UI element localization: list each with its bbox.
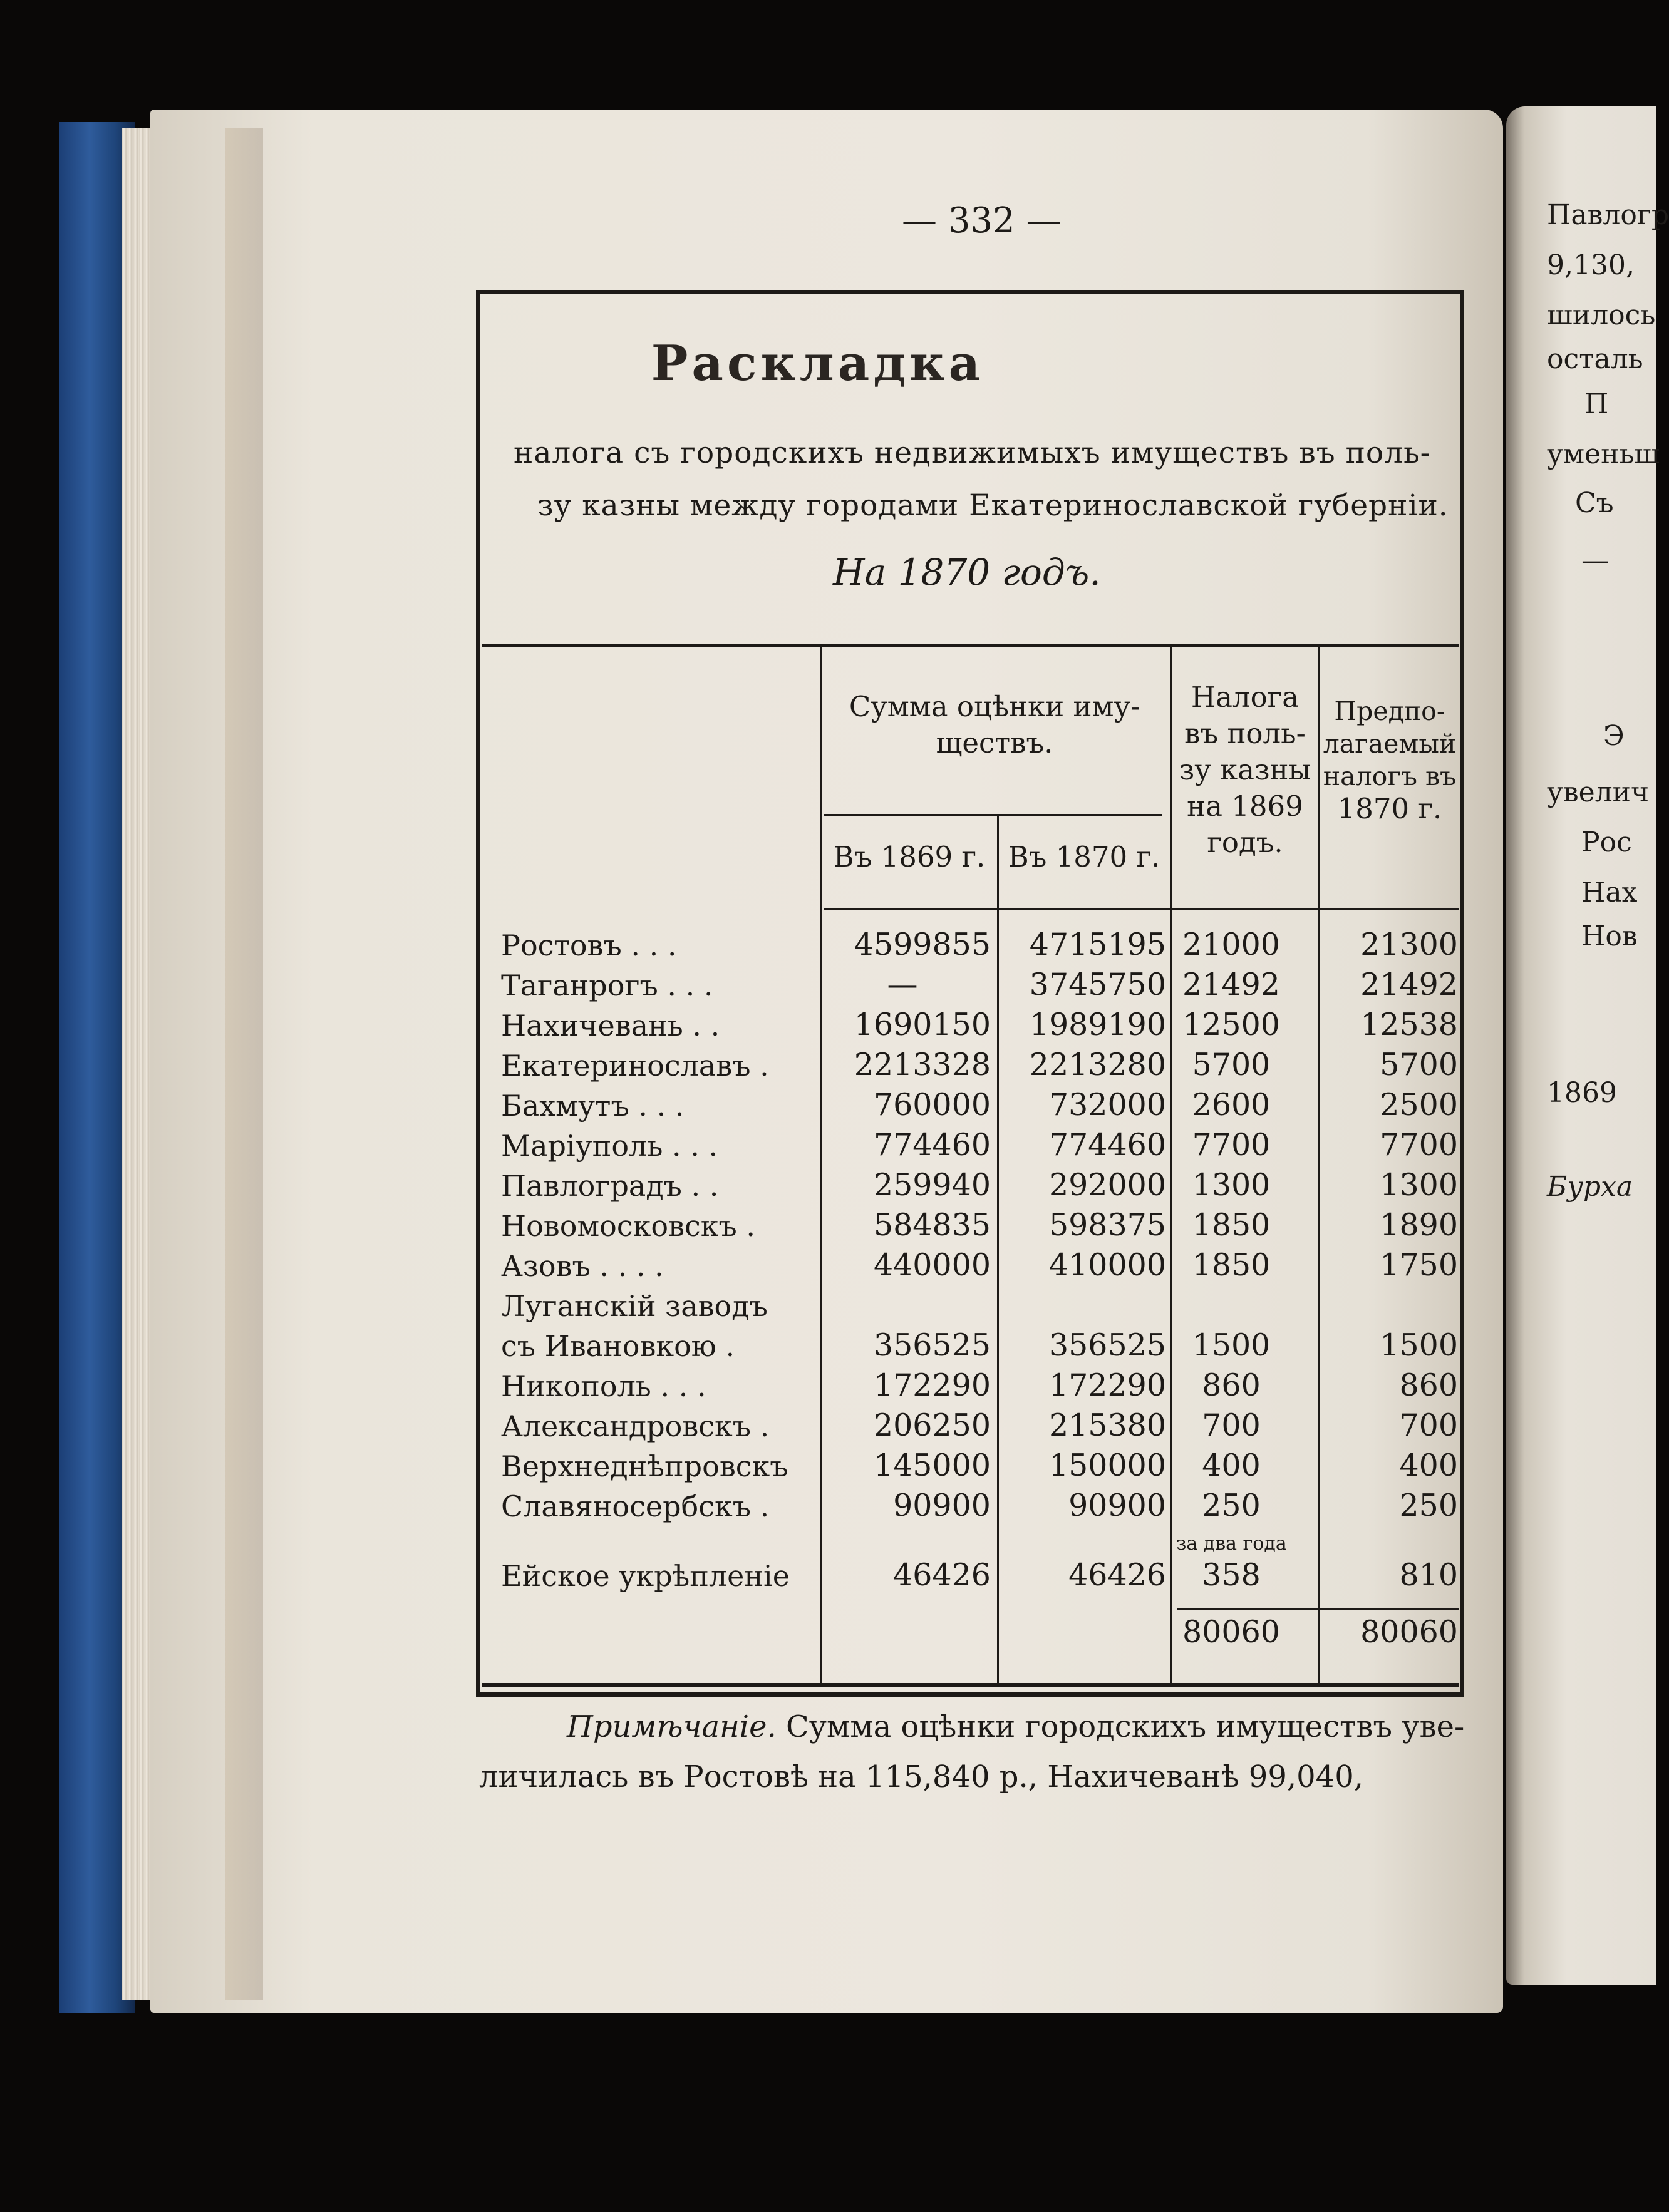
tax-1869: 21492	[1182, 967, 1280, 1002]
value-1869: 145000	[873, 1448, 991, 1483]
city-name: Луганскій заводъ	[501, 1289, 768, 1323]
value-1870: 215380	[1048, 1407, 1166, 1443]
tax-1870: 1890	[1380, 1207, 1458, 1243]
right-page-text: —	[1581, 545, 1609, 577]
tax-1870: 7700	[1380, 1127, 1458, 1163]
value-1869: 46426	[893, 1557, 991, 1593]
city-name: Бахмутъ . . .	[501, 1089, 685, 1123]
header-line: налогъ въ	[1323, 761, 1457, 791]
tax-1870: 2500	[1380, 1087, 1458, 1123]
table-year: На 1870 годъ.	[833, 551, 1101, 594]
table-bottom-rule	[482, 1683, 1459, 1687]
tax-1870: 21492	[1360, 967, 1458, 1002]
tax-1869: 700	[1202, 1407, 1261, 1443]
value-1870: 172290	[1048, 1367, 1166, 1403]
value-1870: 774460	[1048, 1127, 1166, 1163]
value-1870: 2213280	[1029, 1047, 1166, 1083]
header-rule	[482, 644, 1459, 647]
tax-1870: 5700	[1380, 1047, 1458, 1083]
value-1869: 2213328	[854, 1047, 991, 1083]
header-sum-line: ществъ.	[936, 726, 1053, 759]
tax-1869: 2600	[1192, 1087, 1271, 1123]
tax-1869: 1500	[1192, 1327, 1271, 1363]
city-name: Славяносербскъ .	[501, 1489, 770, 1523]
value-1870: 292000	[1048, 1167, 1166, 1203]
right-page-text: осталь	[1547, 343, 1643, 375]
right-page-text: шилось	[1547, 299, 1656, 331]
value-1869: 1690150	[854, 1007, 991, 1042]
tax-1870: 1500	[1380, 1327, 1458, 1363]
column-rule	[820, 647, 822, 1683]
header-line: зу казны	[1179, 753, 1311, 786]
city-name: съ Ивановкою .	[501, 1329, 735, 1363]
right-page-text: Нов	[1581, 920, 1638, 952]
value-1869: 584835	[873, 1207, 991, 1243]
tax-1869: 1300	[1192, 1167, 1271, 1203]
value-1869: 172290	[873, 1367, 991, 1403]
header-line: Налога	[1191, 681, 1300, 714]
value-1869: 259940	[873, 1167, 991, 1203]
table-title: Раскладка	[651, 335, 984, 392]
value-1870: 150000	[1048, 1448, 1166, 1483]
tax-1869: 358	[1202, 1557, 1261, 1593]
right-page-text: увелич	[1547, 776, 1650, 808]
right-page-text: 9,130,	[1547, 249, 1635, 281]
table-subtitle: зу казны между городами Екатеринославской губерніи.	[537, 488, 1449, 523]
tax-1869: 250	[1202, 1488, 1261, 1523]
tax-1870: 400	[1399, 1448, 1458, 1483]
note-line: личилась въ Ростовѣ на 115,840 р., Нахичеванѣ 99,040,	[479, 1759, 1364, 1794]
city-name: Маріуполь . . .	[501, 1129, 718, 1163]
right-page-text: Съ	[1575, 487, 1614, 519]
city-name: Нахичевань . .	[501, 1009, 720, 1042]
right-page-text: Э	[1603, 720, 1625, 752]
city-name: Александровскъ .	[501, 1409, 770, 1443]
value-1870: 598375	[1048, 1207, 1166, 1243]
right-page-text: Нах	[1581, 877, 1638, 908]
value-1869: 206250	[873, 1407, 991, 1443]
value-1869: 760000	[873, 1087, 991, 1123]
note-text: Сумма оцѣнки городскихъ имуществъ уве-	[786, 1709, 1465, 1744]
city-name: Никополь . . .	[501, 1369, 706, 1403]
note-label: Примѣчаніе.	[567, 1709, 777, 1744]
header-bottom-rule	[824, 908, 1459, 910]
table-subtitle: налога съ городскихъ недвижимыхъ имуществъ въ поль-	[514, 436, 1431, 470]
value-1869: 90900	[893, 1488, 991, 1523]
page-gutter-shadow	[225, 128, 263, 2000]
tax-1869: 1850	[1192, 1207, 1271, 1243]
tax-1869: 7700	[1192, 1127, 1271, 1163]
value-1870: 1989190	[1029, 1007, 1166, 1042]
right-page-text: Бурха	[1547, 1171, 1633, 1203]
value-1869: 4599855	[854, 927, 991, 962]
right-page-text: Рос	[1581, 826, 1632, 858]
city-name: Ейское укрѣпленіе	[501, 1559, 790, 1593]
right-page-text: уменьш	[1547, 438, 1660, 470]
tax-1870: 810	[1399, 1557, 1458, 1593]
city-name: Павлоградъ . .	[501, 1169, 719, 1203]
tax-1869: 12500	[1182, 1007, 1280, 1042]
tax-1869: 21000	[1182, 927, 1280, 962]
tax-1870: 12538	[1360, 1007, 1458, 1042]
two-year-note: за два года	[1176, 1533, 1287, 1555]
tax-1870: 21300	[1360, 927, 1458, 962]
city-name: Екатеринославъ .	[501, 1049, 769, 1083]
total-tax-1869: 80060	[1182, 1614, 1280, 1650]
total-tax-1870: 80060	[1360, 1614, 1458, 1650]
tax-1870: 700	[1399, 1407, 1458, 1443]
value-1870: 356525	[1048, 1327, 1166, 1363]
header-line: 1870 г.	[1337, 792, 1442, 825]
city-name: Таганрогъ . . .	[501, 969, 713, 1002]
header-sum-group	[825, 689, 1164, 761]
value-1870: 4715195	[1029, 927, 1166, 962]
header-tax-1869	[1172, 679, 1318, 861]
header-line: Предпо-	[1334, 696, 1445, 726]
page-number: — 332 —	[902, 200, 1062, 241]
value-1869: —	[887, 967, 918, 1002]
right-page-text: П	[1584, 388, 1609, 420]
tax-1870: 1750	[1380, 1247, 1458, 1283]
tax-1870: 860	[1399, 1367, 1458, 1403]
value-1870: 90900	[1068, 1488, 1166, 1523]
value-1870: 410000	[1048, 1247, 1166, 1283]
right-page-text: Павлогр	[1547, 199, 1669, 231]
header-sum-line: Сумма оцѣнки иму-	[849, 690, 1140, 723]
value-1869: 440000	[873, 1247, 991, 1283]
tax-1869: 400	[1202, 1448, 1261, 1483]
value-1870: 46426	[1068, 1557, 1166, 1593]
city-name: Верхнеднѣпровскъ	[501, 1449, 788, 1483]
header-line: въ поль-	[1184, 717, 1306, 750]
tax-1869: 1850	[1192, 1247, 1271, 1283]
tax-1870: 250	[1399, 1488, 1458, 1523]
value-1869: 774460	[873, 1127, 991, 1163]
value-1869: 356525	[873, 1327, 991, 1363]
city-name: Ростовъ . . .	[501, 929, 677, 962]
right-page-text: 1869	[1547, 1077, 1617, 1109]
city-name: Новомосковскъ .	[501, 1209, 756, 1243]
header-1869: Въ 1869 г.	[833, 840, 986, 873]
city-name: Азовъ . . . .	[501, 1249, 664, 1283]
tax-1870: 1300	[1380, 1167, 1458, 1203]
subheader-rule	[824, 814, 1162, 816]
header-line: лагаемый	[1323, 729, 1457, 759]
tax-1869: 5700	[1192, 1047, 1271, 1083]
header-tax-1870	[1319, 695, 1460, 825]
value-1870: 732000	[1048, 1087, 1166, 1123]
tax-1869: 860	[1202, 1367, 1261, 1403]
header-line: на 1869	[1187, 790, 1303, 823]
note-line	[567, 1709, 1464, 1744]
column-rule	[1170, 647, 1172, 1683]
header-1870: Въ 1870 г.	[1008, 840, 1160, 873]
header-line: годъ.	[1207, 826, 1283, 859]
value-1870: 3745750	[1029, 967, 1166, 1002]
